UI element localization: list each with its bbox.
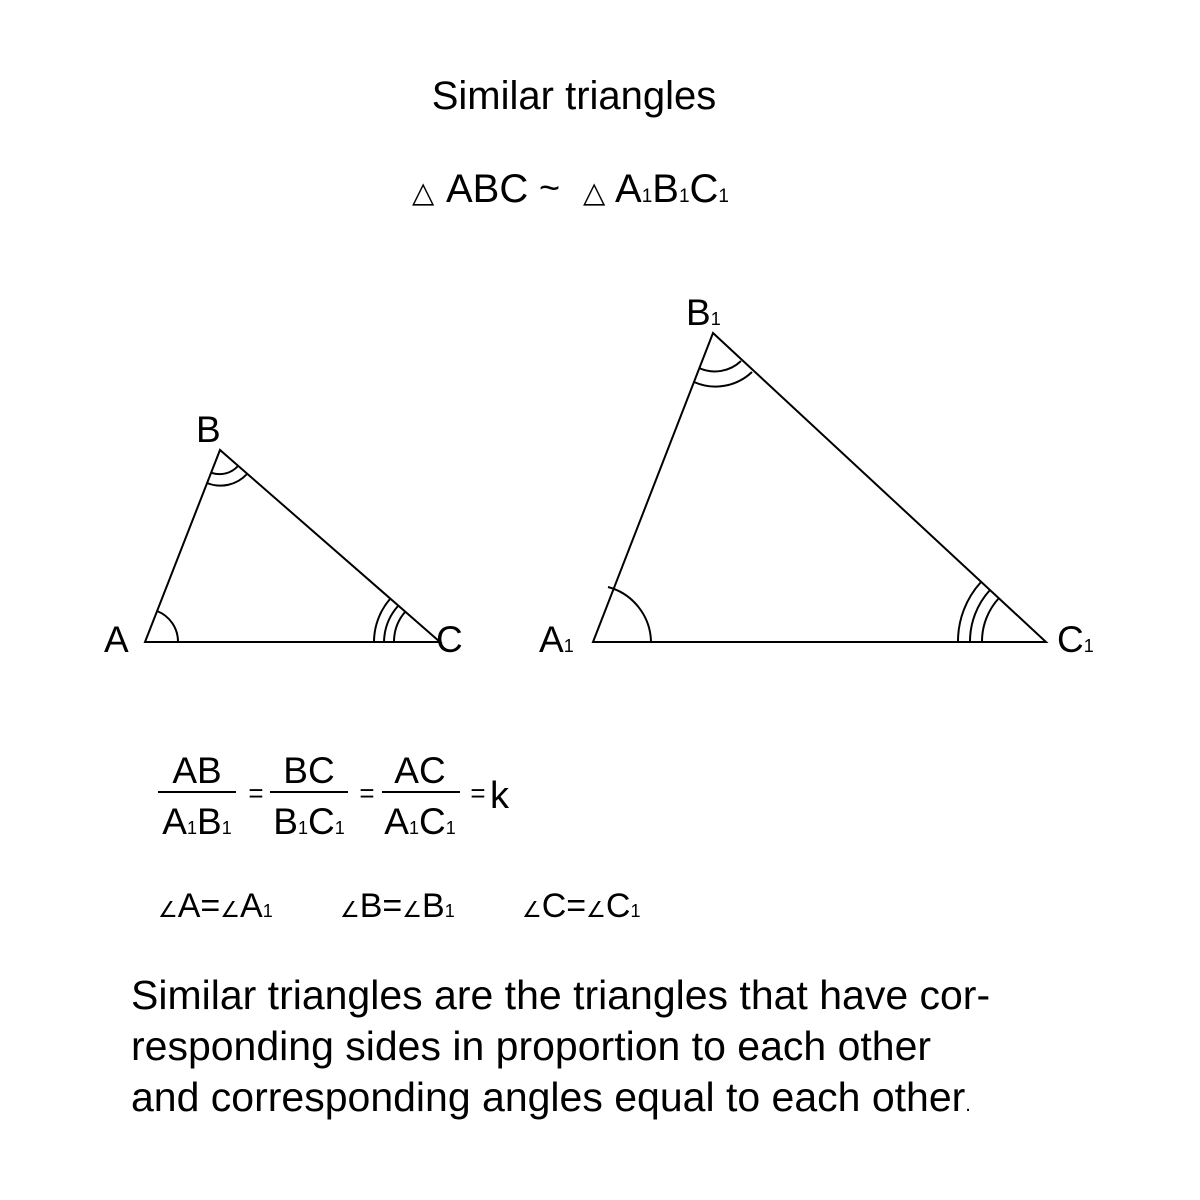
vertex-subscript: 1 <box>641 186 653 207</box>
denominator-subscript: 1 <box>221 818 232 838</box>
angle-symbol: ∠ <box>522 897 542 922</box>
vertex-letter: B <box>652 167 679 211</box>
vertex-letter: B <box>686 292 711 333</box>
vertex-subscript: 1 <box>710 309 721 329</box>
denominator-letter: C <box>418 801 446 842</box>
vertex-letter: A <box>539 619 564 660</box>
vertex-subscript: 1 <box>563 636 574 656</box>
triangle-symbol: △ <box>412 177 435 209</box>
triangle-a1b1c1 <box>593 333 1046 642</box>
triangle-a1b1c1-name <box>615 167 729 211</box>
equals-sign: = <box>248 778 264 808</box>
equals-sign: = <box>566 887 587 925</box>
angle-equality-c <box>522 887 640 925</box>
triangle-symbol: △ <box>583 177 606 209</box>
angle-c-arc-3 <box>394 612 405 642</box>
angle-symbol: ∠ <box>402 897 423 922</box>
angle-c-arc-2 <box>384 606 398 642</box>
definition-line-3 <box>131 1072 1171 1131</box>
fraction-1-numerator: AB <box>172 750 222 791</box>
triangle-abc-outline <box>145 450 440 642</box>
triangle-abc-name: ABC <box>446 167 529 211</box>
angle-subscript: 1 <box>262 901 273 921</box>
equals-sign: = <box>200 887 221 925</box>
angle-subscript: 1 <box>444 901 455 921</box>
angle-letter: A <box>240 887 263 925</box>
vertex-letter: C <box>689 167 719 211</box>
definition-period: . <box>965 1094 971 1116</box>
denominator-subscript: 1 <box>186 818 197 838</box>
denominator-subscript: 1 <box>297 818 308 838</box>
vertex-subscript: 1 <box>1083 636 1094 656</box>
equals-sign: = <box>470 778 486 808</box>
denominator-letter: A <box>384 801 409 842</box>
vertex-letter: C <box>1057 619 1084 660</box>
denominator-letter: B <box>197 801 222 842</box>
denominator-letter: A <box>162 801 187 842</box>
fraction-3-denominator <box>384 801 455 842</box>
angle-b-arc-outer <box>207 474 247 486</box>
angle-letter: B <box>422 887 445 925</box>
ratio-equation <box>158 750 510 842</box>
vertex-label-c: C <box>436 619 463 660</box>
angle-letter: A <box>177 887 201 925</box>
denominator-subscript: 1 <box>408 818 419 838</box>
equals-sign: = <box>359 778 375 808</box>
angle-symbol: ∠ <box>158 897 178 922</box>
angle-c1-arc-3 <box>982 598 999 642</box>
angle-symbol: ∠ <box>220 897 241 922</box>
vertex-letter: A <box>615 167 642 211</box>
definition-text <box>131 970 1171 1131</box>
vertex-label-b1 <box>686 292 721 333</box>
definition-line-1: Similar triangles are the triangles that have cor- <box>131 972 991 1018</box>
angle-b-arc-inner <box>212 466 238 474</box>
fraction-1-denominator <box>162 801 231 842</box>
triangle-a1b1c1-outline <box>593 333 1046 642</box>
definition-line-2: responding sides in proportion to each other <box>131 1023 932 1069</box>
similar-symbol: ~ <box>539 167 561 208</box>
angle-equalities <box>158 887 640 925</box>
denominator-subscript: 1 <box>445 818 456 838</box>
vertex-label-a1 <box>539 619 574 660</box>
fraction-3-numerator: AC <box>394 750 446 791</box>
vertex-subscript: 1 <box>718 186 729 207</box>
fraction-2-numerator: BC <box>283 750 335 791</box>
angle-b1-arc-outer <box>694 372 752 387</box>
denominator-letter: B <box>273 801 298 842</box>
angle-letter: C <box>541 887 567 925</box>
definition-line-3-text: and corresponding angles equal to each other <box>131 1074 966 1120</box>
angle-symbol: ∠ <box>340 897 360 922</box>
equals-sign: = <box>382 887 403 925</box>
triangle-abc <box>145 450 440 642</box>
angle-letter: C <box>605 887 631 925</box>
similarity-notation <box>412 167 729 211</box>
angle-equality-a <box>158 887 273 925</box>
angle-subscript: 1 <box>630 901 641 921</box>
fraction-2-denominator <box>273 801 344 842</box>
ratio-result-k: k <box>490 775 509 817</box>
vertex-label-a: A <box>104 619 129 660</box>
angle-equality-b <box>340 887 455 925</box>
vertex-label-b: B <box>196 409 221 450</box>
vertex-subscript: 1 <box>678 186 690 207</box>
denominator-letter: C <box>307 801 335 842</box>
vertex-label-c1 <box>1057 619 1094 660</box>
angle-a1-arc <box>608 587 651 642</box>
diagram-title: Similar triangles <box>431 74 717 118</box>
angle-letter: B <box>359 887 383 925</box>
angle-a-arc <box>157 611 178 642</box>
angle-symbol: ∠ <box>586 897 606 922</box>
denominator-subscript: 1 <box>334 818 345 838</box>
angle-b1-arc-inner <box>699 361 741 371</box>
